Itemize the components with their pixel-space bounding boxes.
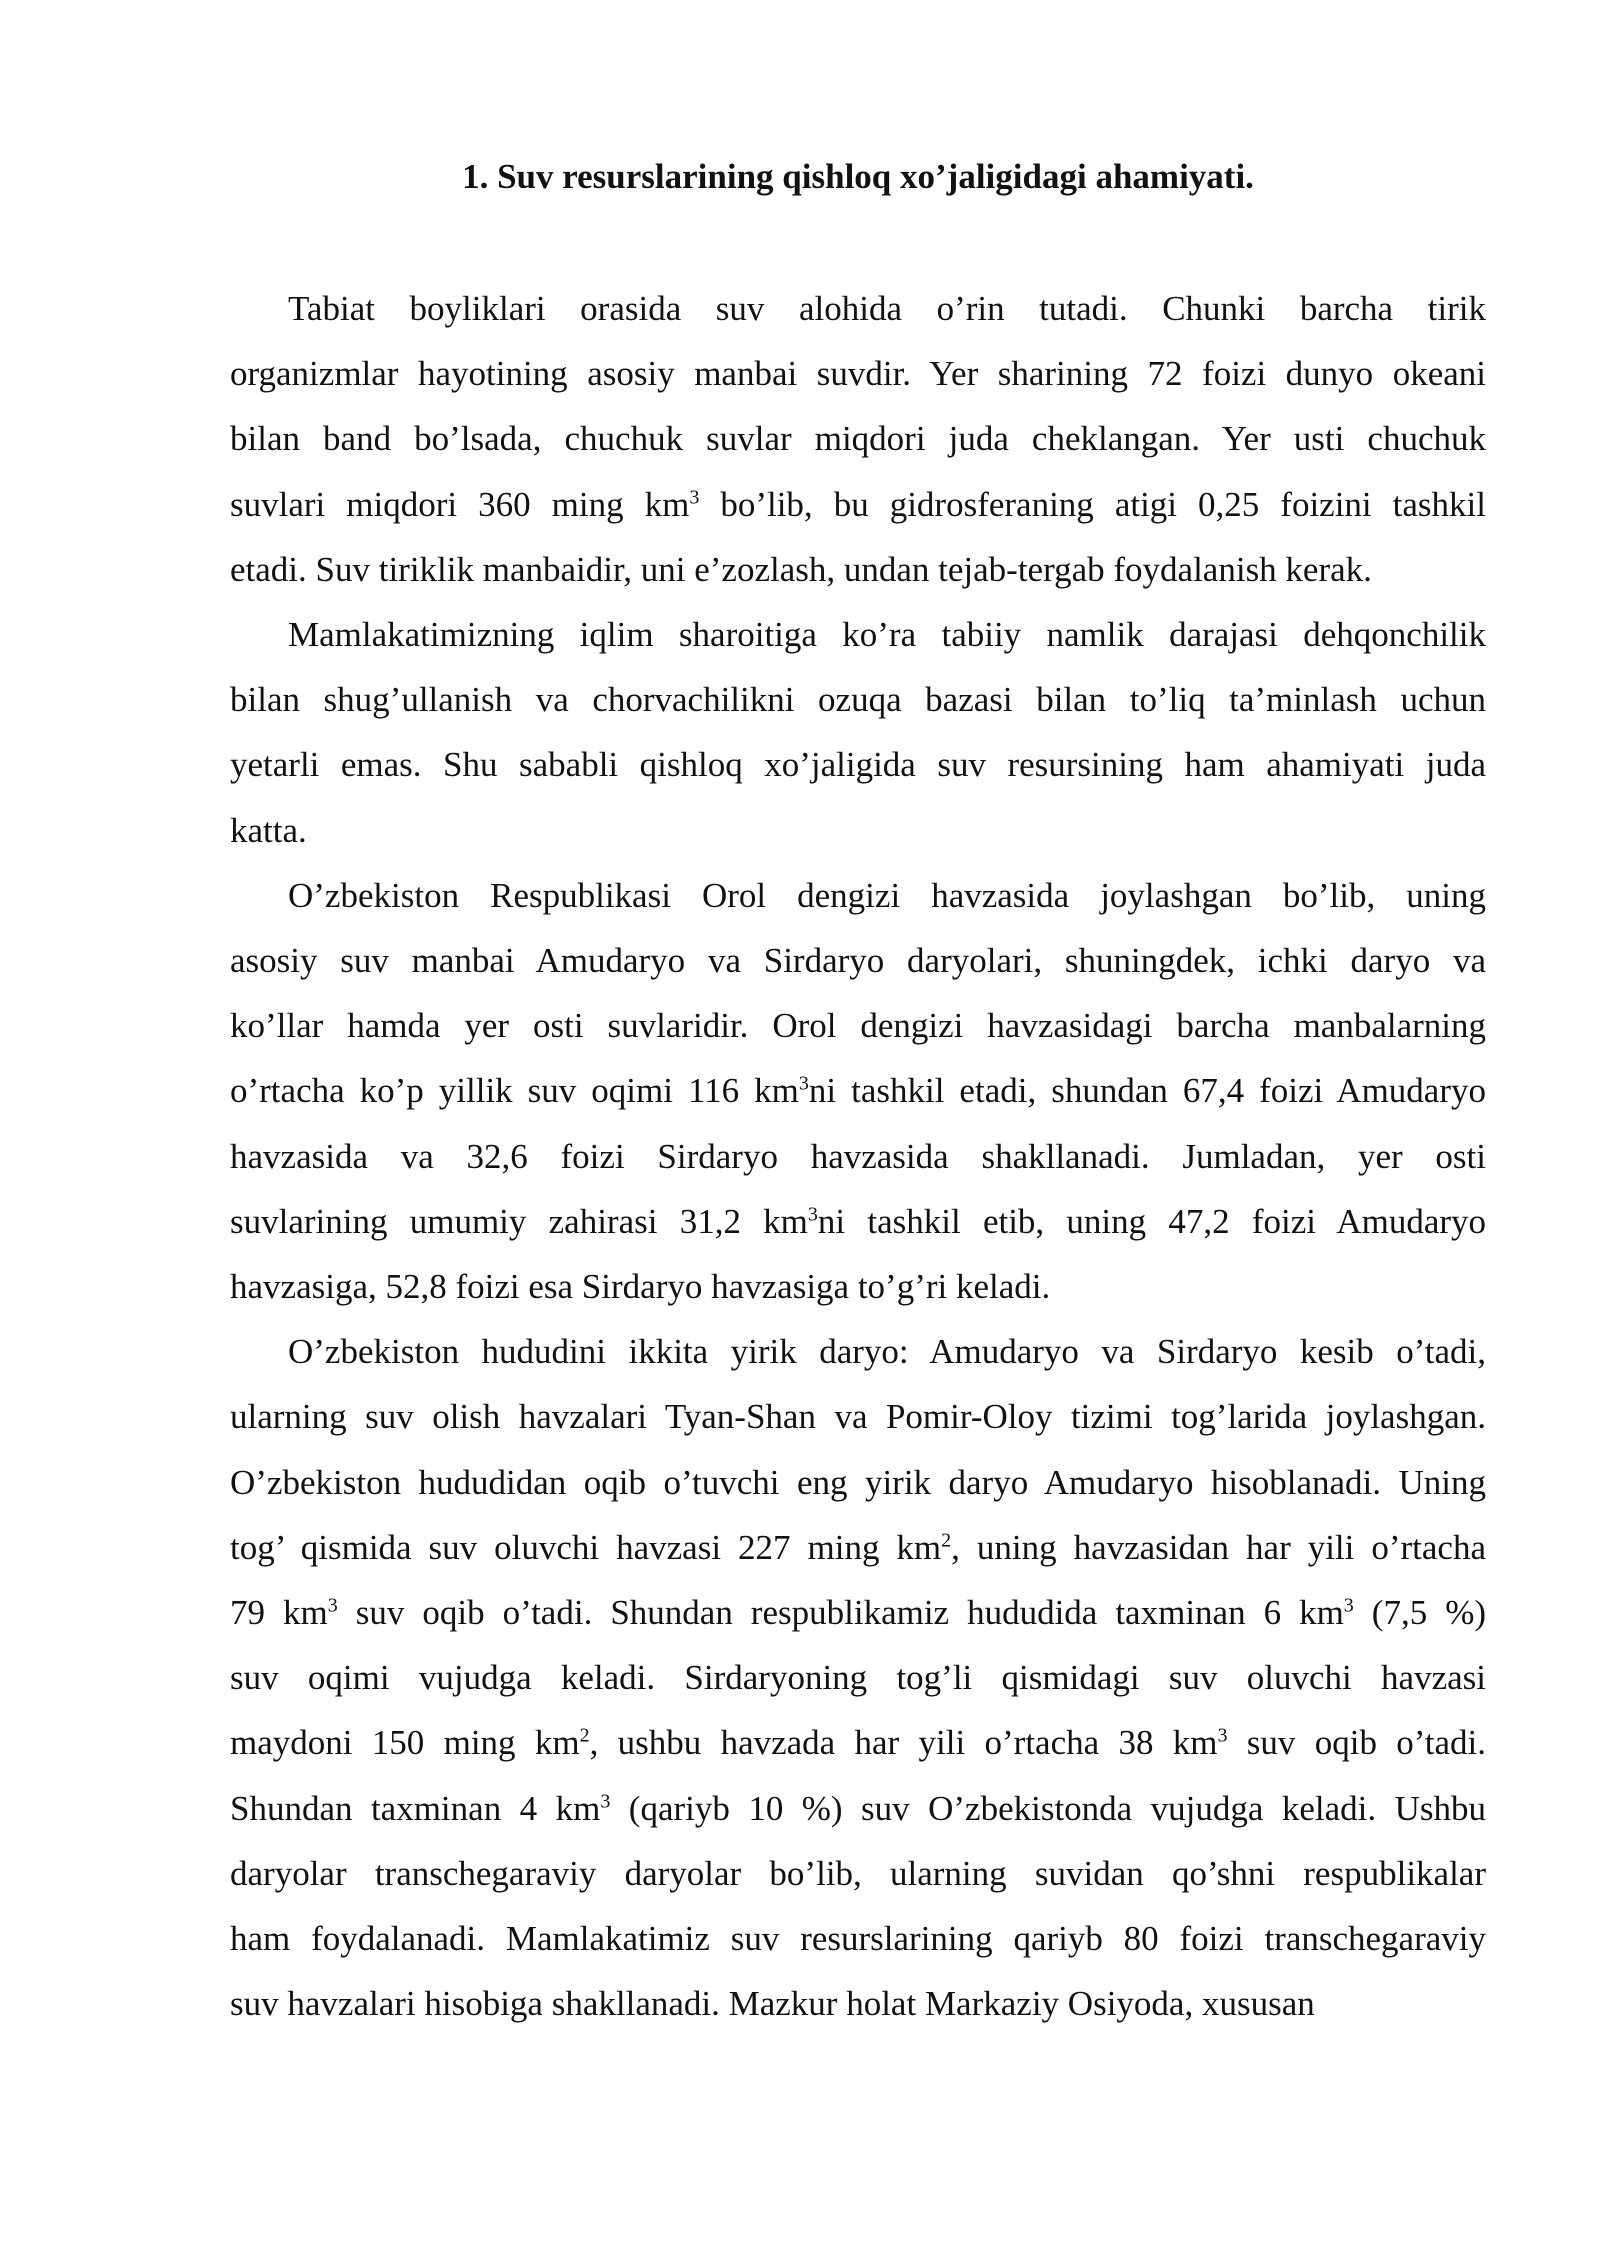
text-segment: O’zbekiston Respublikasi Orol dengizi havzasida joylashgan bo’lib, uning bbox=[288, 875, 1486, 915]
text-line bbox=[230, 667, 1486, 732]
text-segment: tog’ qismida suv oluvchi havzasi 227 ming km bbox=[230, 1527, 942, 1567]
text-segment: suvlari miqdori 360 ming km bbox=[230, 484, 690, 524]
superscript: 2 bbox=[579, 1724, 590, 1747]
text-segment: suv oqib o’tadi. Shundan respublikamiz hududida taxminan 6 km bbox=[337, 1593, 1344, 1633]
text-segment: katta. bbox=[230, 810, 307, 850]
text-segment: ham foydalanadi. Mamlakatimiz suv resurslarining qariyb 80 foizi transchegaraviy bbox=[230, 1919, 1486, 1959]
text-segment: Shundan taxminan 4 km bbox=[230, 1788, 601, 1828]
text-line bbox=[230, 1841, 1486, 1906]
paragraph-2 bbox=[230, 602, 1486, 863]
text-line bbox=[230, 1776, 1486, 1841]
superscript: 3 bbox=[1217, 1724, 1228, 1747]
text-line bbox=[230, 1319, 1486, 1384]
section-heading: 1. Suv resurslarining qishloq xo’jaligidagi ahamiyati. bbox=[462, 157, 1254, 196]
text-line bbox=[230, 1710, 1486, 1775]
text-segment: ularning suv olish havzalari Tyan-Shan va Pomir-Oloy tizimi tog’larida joylashgan. bbox=[230, 1397, 1486, 1437]
text-segment: O’zbekiston hududini ikkita yirik daryo: Amudaryo va Sirdaryo kesib o’tadi, bbox=[288, 1332, 1486, 1372]
superscript: 3 bbox=[1343, 1594, 1354, 1617]
text-line bbox=[230, 1124, 1486, 1189]
text-line bbox=[230, 1254, 1486, 1319]
text-line bbox=[230, 798, 1486, 863]
text-line bbox=[230, 472, 1486, 537]
text-segment: (qariyb 10 %) suv O’zbekistonda vujudga keladi. Ushbu bbox=[610, 1788, 1487, 1828]
superscript: 3 bbox=[807, 1203, 818, 1226]
text-segment: Mamlakatimizning iqlim sharoitiga ko’ra tabiiy namlik darajasi dehqonchilik bbox=[288, 615, 1486, 655]
text-line bbox=[230, 993, 1486, 1058]
text-line bbox=[230, 1971, 1486, 2036]
text-segment: o’rtacha ko’p yillik suv oqimi 116 km bbox=[230, 1071, 799, 1111]
text-segment: ni tashkil etadi, shundan 67,4 foizi Amudaryo bbox=[808, 1071, 1486, 1111]
text-segment: (7,5 %) bbox=[1353, 1593, 1487, 1633]
superscript: 3 bbox=[600, 1790, 611, 1813]
text-segment: , uning havzasidan har yili o’rtacha bbox=[951, 1527, 1486, 1567]
paragraph-3 bbox=[230, 863, 1486, 1319]
text-line bbox=[230, 863, 1486, 928]
text-line bbox=[230, 928, 1486, 993]
text-segment: havzasiga, 52,8 foizi esa Sirdaryo havzasiga to’g’ri keladi. bbox=[230, 1267, 1051, 1307]
text-segment: daryolar transchegaraviy daryolar bo’lib, ularning suvidan qo’shni respublikalar bbox=[230, 1853, 1486, 1893]
superscript: 3 bbox=[798, 1072, 809, 1095]
text-segment: suvlarining umumiy zahirasi 31,2 km bbox=[230, 1201, 808, 1241]
text-segment: suv havzalari hisobiga shakllanadi. Mazkur holat Markaziy Osiyoda, xususan bbox=[230, 1984, 1315, 2024]
text-line bbox=[230, 732, 1486, 797]
text-segment: maydoni 150 ming km bbox=[230, 1723, 580, 1763]
text-line bbox=[230, 276, 1486, 341]
superscript: 3 bbox=[689, 485, 700, 508]
text-line bbox=[230, 1580, 1486, 1645]
text-line bbox=[230, 341, 1486, 406]
text-line bbox=[230, 1058, 1486, 1123]
paragraph-4 bbox=[230, 1319, 1486, 2036]
document-body bbox=[230, 276, 1486, 2036]
text-segment: etadi. Suv tiriklik manbaidir, uni e’zozlash, undan tejab-tergab foydalanish kerak. bbox=[230, 549, 1372, 589]
text-line bbox=[230, 406, 1486, 471]
text-segment: bilan shug’ullanish va chorvachilikni ozuqa bazasi bilan to’liq ta’minlash uchun bbox=[230, 680, 1486, 720]
text-segment: bilan band bo’lsada, chuchuk suvlar miqdori juda cheklangan. Yer usti chuchuk bbox=[230, 419, 1486, 459]
text-line bbox=[230, 1384, 1486, 1449]
text-segment: suv oqimi vujudga keladi. Sirdaryoning tog’li qismidagi suv oluvchi havzasi bbox=[230, 1658, 1486, 1698]
text-line bbox=[230, 1515, 1486, 1580]
text-segment: suv oqib o’tadi. bbox=[1227, 1723, 1487, 1763]
superscript: 3 bbox=[327, 1594, 338, 1617]
text-segment: 79 km bbox=[230, 1593, 328, 1633]
text-segment: O’zbekiston hududidan oqib o’tuvchi eng yirik daryo Amudaryo hisoblanadi. Uning bbox=[230, 1462, 1486, 1502]
text-segment: Tabiat boyliklari orasida suv alohida o’rin tutadi. Chunki barcha tirik bbox=[288, 289, 1486, 328]
paragraph-1 bbox=[230, 276, 1486, 602]
text-line bbox=[230, 1906, 1486, 1971]
text-line bbox=[230, 1189, 1486, 1254]
text-segment: yetarli emas. Shu sababli qishloq xo’jaligida suv resursining ham ahamiyati juda bbox=[230, 745, 1486, 785]
text-segment: ko’llar hamda yer osti suvlaridir. Orol dengizi havzasidagi barcha manbalarning bbox=[230, 1006, 1486, 1046]
text-segment: ni tashkil etib, uning 47,2 foizi Amudaryo bbox=[817, 1201, 1487, 1241]
text-segment: bo’lib, bu gidrosferaning atigi 0,25 foizini tashkil bbox=[699, 484, 1486, 524]
text-line bbox=[230, 1645, 1486, 1710]
text-segment: havzasida va 32,6 foizi Sirdaryo havzasida shakllanadi. Jumladan, yer osti bbox=[230, 1136, 1486, 1176]
text-segment: , ushbu havzada har yili o’rtacha 38 km bbox=[589, 1723, 1218, 1763]
text-segment: asosiy suv manbai Amudaryo va Sirdaryo daryolari, shuningdek, ichki daryo va bbox=[230, 941, 1486, 981]
superscript: 2 bbox=[941, 1529, 952, 1552]
text-line bbox=[230, 537, 1486, 602]
text-line bbox=[230, 1450, 1486, 1515]
text-line bbox=[230, 602, 1486, 667]
text-segment: organizmlar hayotining asosiy manbai suvdir. Yer sharining 72 foizi dunyo okeani bbox=[230, 354, 1486, 394]
